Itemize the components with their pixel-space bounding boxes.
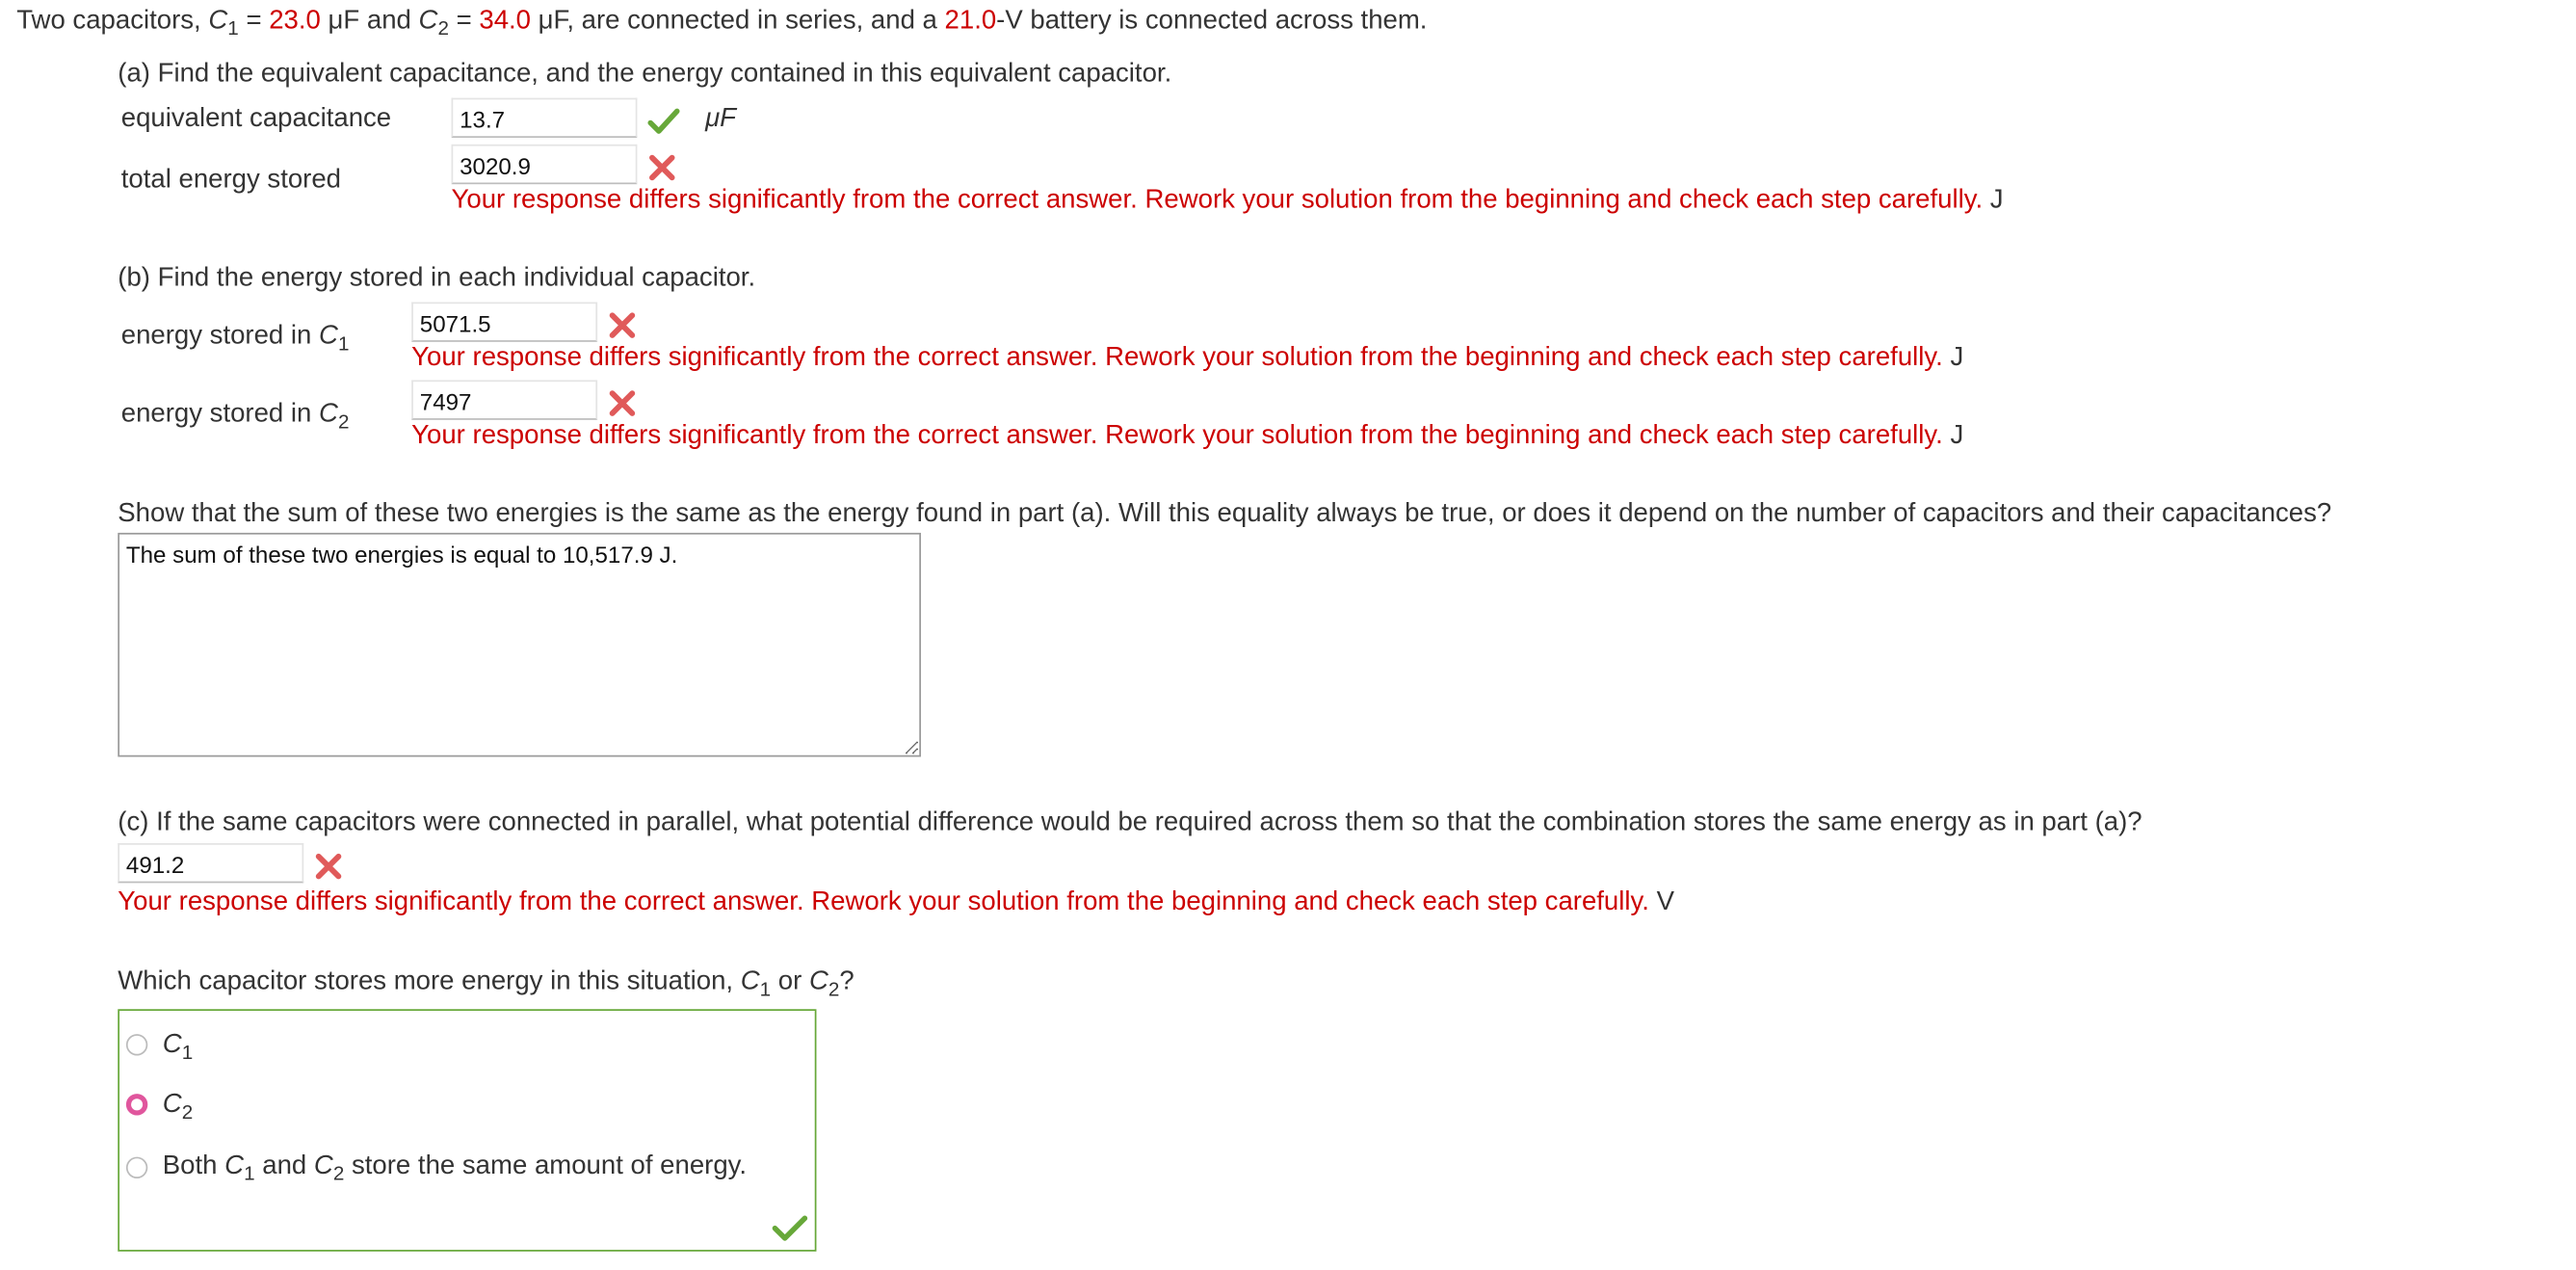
- energy-c2-input[interactable]: 7497: [411, 380, 597, 419]
- total-energy-input[interactable]: 3020.9: [452, 145, 638, 184]
- total-energy-label: total energy stored: [120, 166, 342, 195]
- part-c-prompt: (c) If the same capacitors were connected in parallel, what potential difference would be required across them so that the combination stores the same energy as in part (a)?: [118, 807, 2142, 837]
- energy-c2-error: Your response differs significantly from the correct answer. Rework your solution from the beginning and check each step carefully. J: [411, 421, 1964, 450]
- equivalent-capacitance-label: equivalent capacitance: [120, 104, 392, 133]
- part-a-prompt: (a) Find the equivalent capacitance, and the energy contained in this equivalent capacitor.: [118, 60, 1172, 89]
- which-capacitor-prompt: Which capacitor stores more energy in this situation, $C_1$ or $C_2$?: [118, 967, 854, 1001]
- c1-value: 23.0: [269, 6, 321, 36]
- energy-c1-input[interactable]: 5071.5: [411, 302, 597, 341]
- radio-option-c1[interactable]: [126, 1034, 147, 1055]
- energy-c1-label: energy stored in $C_1$: [120, 322, 350, 356]
- radio-option-c2[interactable]: [126, 1094, 147, 1115]
- incorrect-x-icon: [314, 852, 344, 882]
- energy-c1-error: Your response differs significantly from the correct answer. Rework your solution from the beginning and check each step carefully. J: [411, 343, 1964, 372]
- correct-check-icon: [647, 105, 680, 138]
- radio-option-both-label[interactable]: Both $C_1$ and $C_2$ store the same amount of energy.: [162, 1151, 748, 1185]
- equivalent-capacitance-input[interactable]: 13.7: [452, 98, 638, 138]
- radio-option-c1-label[interactable]: $C_1$: [162, 1030, 194, 1065]
- battery-voltage: 21.0: [944, 6, 997, 36]
- c2-value: 34.0: [479, 6, 532, 36]
- incorrect-x-icon: [607, 310, 637, 340]
- incorrect-x-icon: [647, 152, 677, 182]
- potential-difference-input[interactable]: 491.2: [118, 843, 303, 883]
- energy-c2-label: energy stored in $C_2$: [120, 400, 350, 434]
- correct-check-icon: [772, 1210, 808, 1243]
- radio-answer-group: [118, 1009, 816, 1251]
- total-energy-error: Your response differs significantly from the correct answer. Rework your solution from the beginning and check each step carefully. J: [451, 185, 2004, 215]
- potential-difference-error: Your response differs significantly from the correct answer. Rework your solution from the beginning and check each step carefully. V: [118, 887, 1674, 916]
- problem-statement: Two capacitors, $C_1 = 23.0$ μF and $C_2 = 34.0$ μF, are connected in series, and a 21.0-V battery is connected across them.: [16, 6, 1428, 40]
- radio-option-both[interactable]: [126, 1157, 147, 1178]
- show-that-prompt: Show that the sum of these two energies is the same as the energy found in part (a). Will this equality always be true, or does it depend on the number of capacitors and their capacitances?: [118, 499, 2332, 528]
- radio-option-c2-label[interactable]: $C_2$: [162, 1090, 194, 1124]
- incorrect-x-icon: [607, 388, 637, 418]
- equivalent-capacitance-unit: μF: [705, 104, 737, 133]
- part-b-prompt: (b) Find the energy stored in each individual capacitor.: [118, 263, 756, 293]
- essay-answer-textarea[interactable]: [118, 533, 921, 757]
